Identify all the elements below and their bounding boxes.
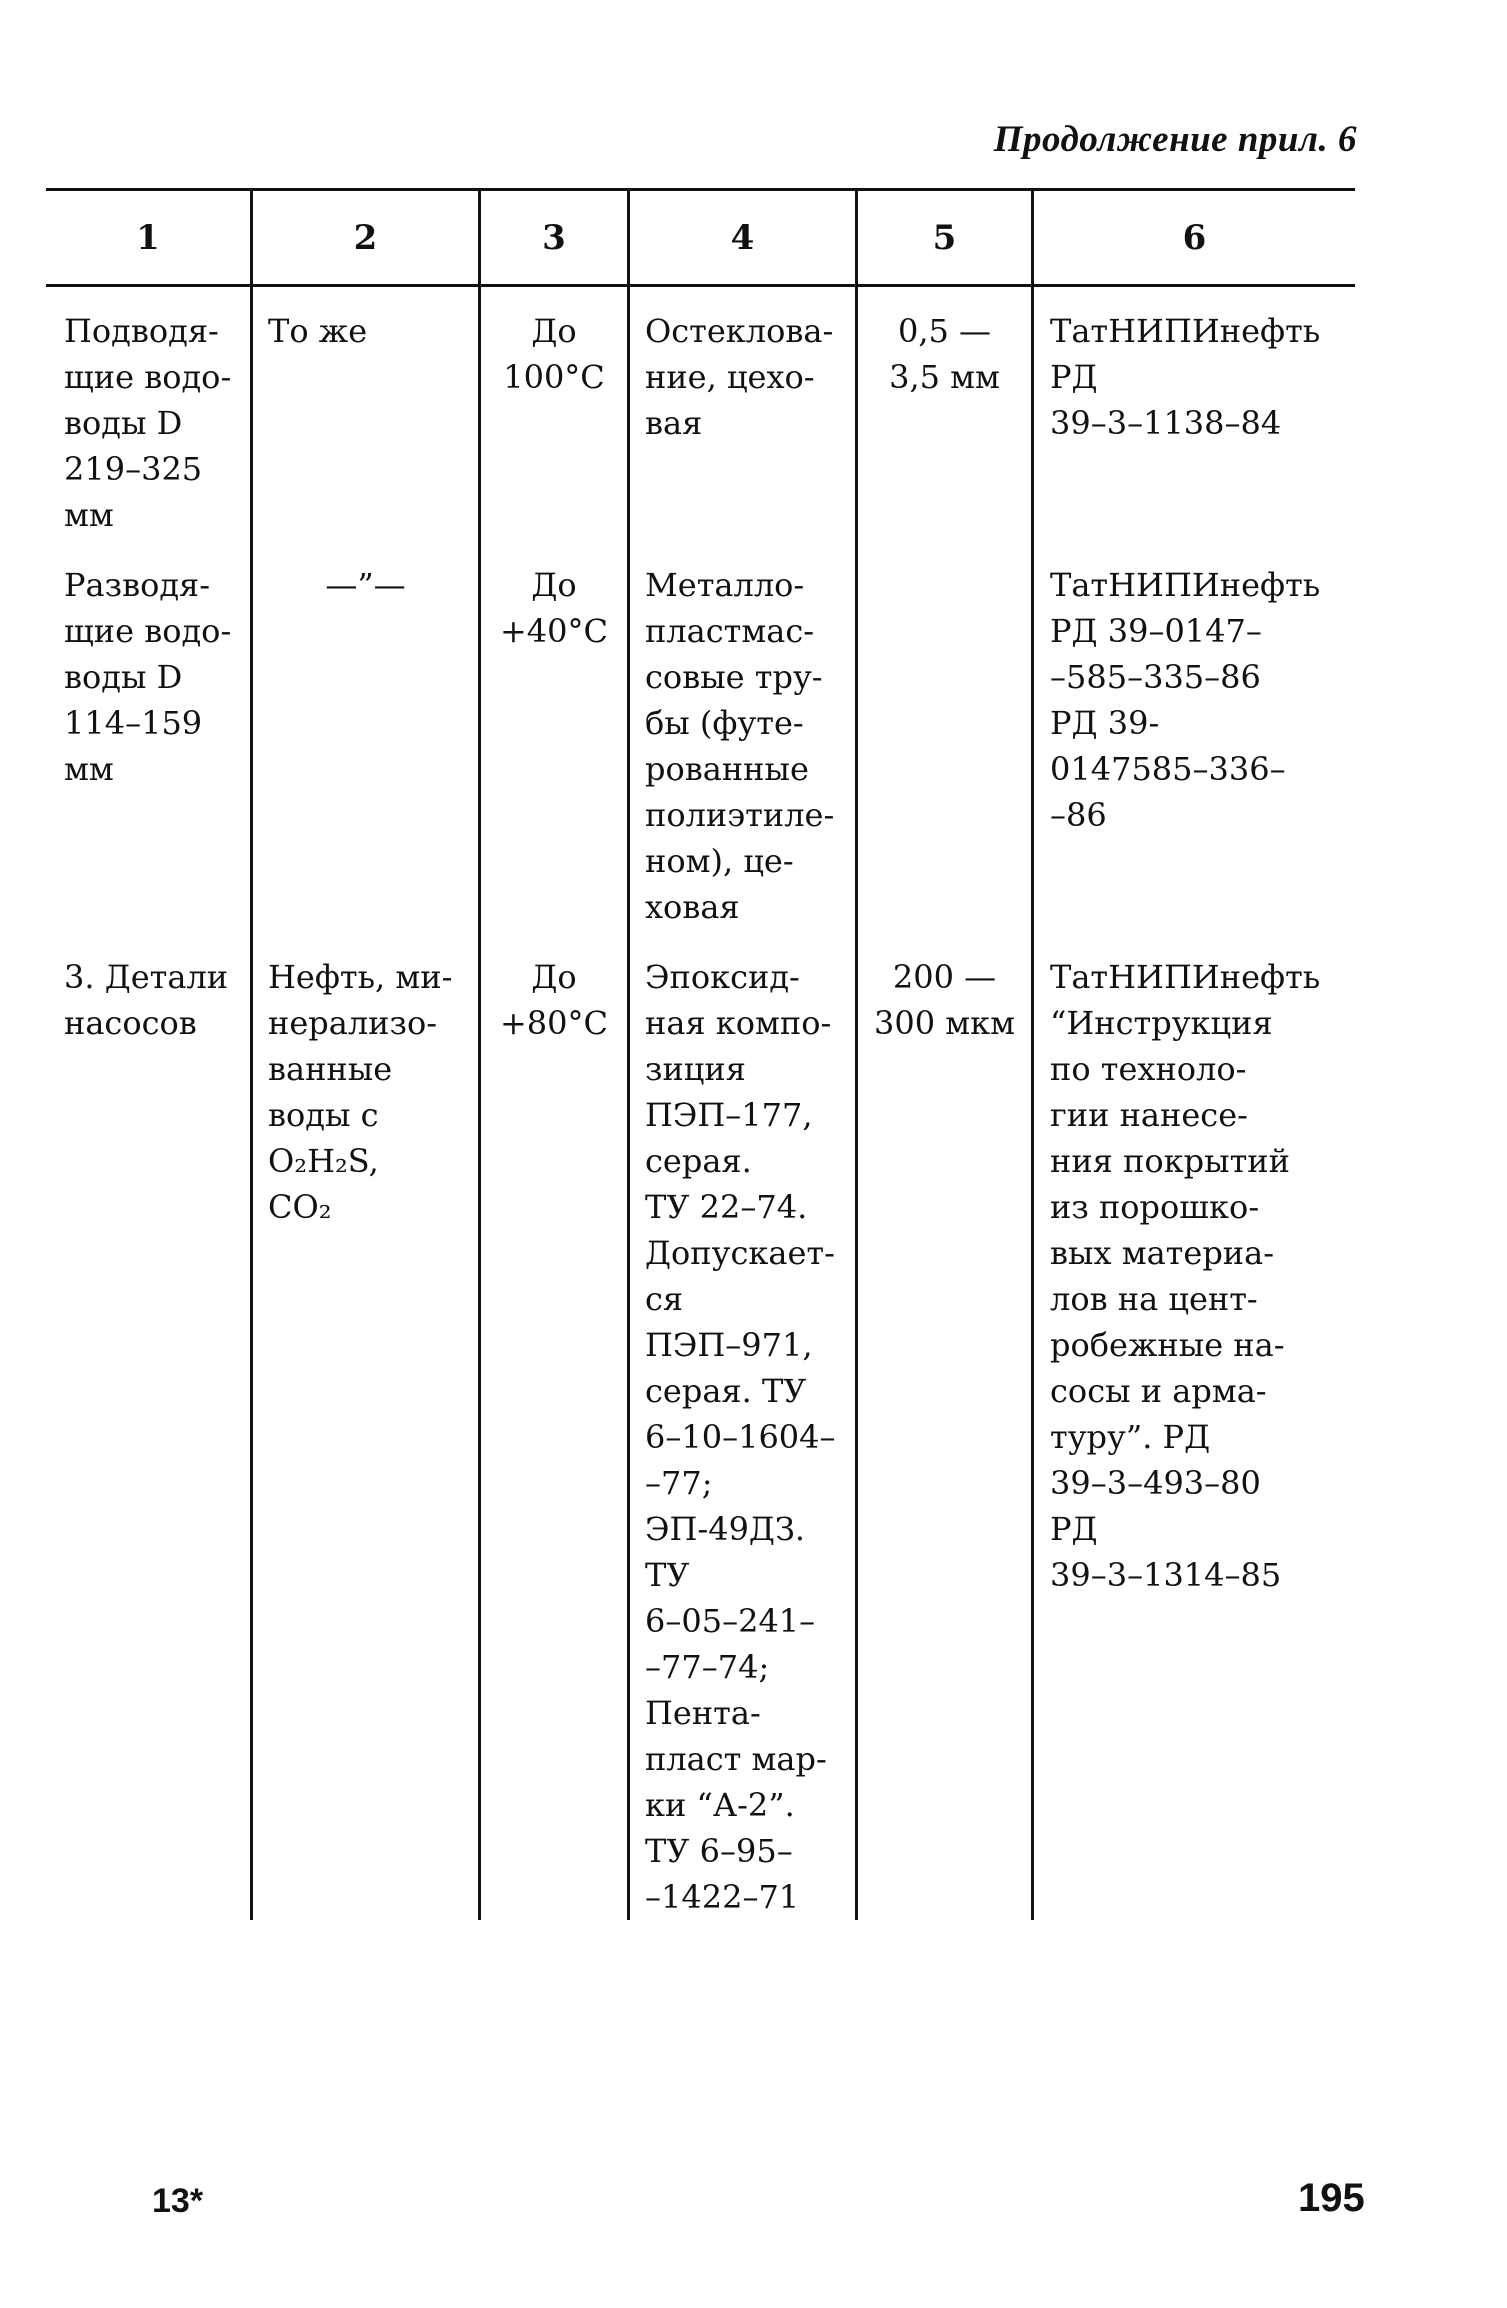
table-header-rule [46,284,1355,287]
cell-document: ТатНИПИнефть РД 39–0147– –585–335–86 РД 39- 0147585–336– –86 [1050,566,1321,834]
column-divider [1031,188,1034,1920]
cell-document: ТатНИПИнефть РД 39–3–1138–84 [1050,312,1321,442]
column-header: 5 [932,218,957,258]
column-header: 2 [353,218,378,258]
cell-medium: —”— [325,566,406,604]
cell-temperature: До +40°С [499,566,608,650]
column-header: 1 [136,218,160,258]
column-header: 6 [1182,218,1207,258]
cell-temperature: До +80°С [499,958,608,1042]
cell-medium: Нефть, ми- нерализо- ванные воды с O₂H₂S, CO₂ [268,958,453,1226]
column-divider [855,188,858,1920]
table-top-rule [46,188,1355,191]
cell-medium: То же [268,312,368,350]
cell-coating: Металло- пластмас- совые тру- бы (футе- рованные полиэтиле- ном), це- ховая [645,566,835,926]
cell-thickness: 200 — 300 мкм [873,958,1016,1042]
signature-mark: 13* [152,2182,204,2220]
cell-coating: Эпоксид- ная компо- зиция ПЭП–177, серая. ТУ 22–74. Допускает- ся ПЭП–971, серая. ТУ 6–10–1604– –77; ЭП-49ДЗ. ТУ 6–05–241– –77–74; Пента- пласт мар- ки “А-2”. ТУ 6–95– –1422–71 [645,958,836,1916]
page-number: 195 [1298,2176,1365,2220]
column-header: 4 [730,218,755,258]
cell-document: ТатНИПИнефть “Инструкция по техноло- гии нанесе- ния покрытий из порошко- вых материа- лов на цент- робежные на- сосы и арма- туру”. РД 39–3–493–80 РД 39–3–1314–85 [1050,958,1321,1594]
cell-object: 3. Детали насосов [64,958,229,1042]
column-divider [250,188,253,1920]
column-divider [478,188,481,1920]
cell-object: Подводя- щие водо- воды D 219–325 мм [64,312,232,534]
cell-temperature: До 100°С [503,312,605,396]
column-header: 3 [542,218,566,258]
column-divider [627,188,630,1920]
cell-thickness: 0,5 — 3,5 мм [889,312,1000,396]
cell-object: Разводя- щие водо- воды D 114–159 мм [64,566,232,788]
continuation-caption: Продолжение прил. 6 [993,119,1357,160]
cell-coating: Остеклова- ние, цехо- вая [645,312,834,442]
